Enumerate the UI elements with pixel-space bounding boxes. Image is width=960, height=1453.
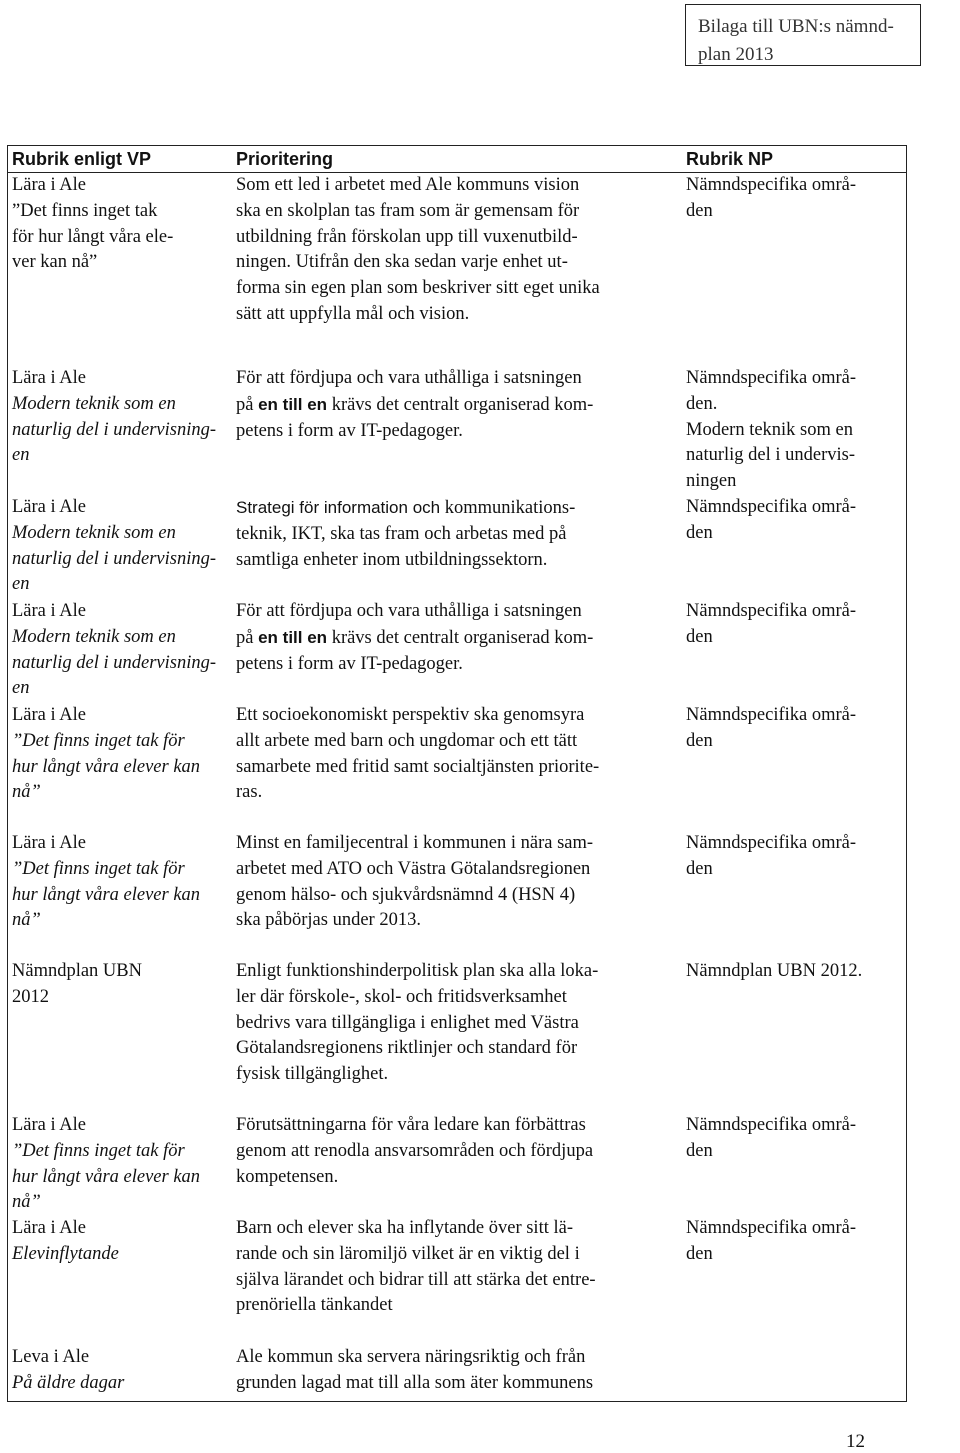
prio-line: Förutsättningarna för våra ledare kan förbättras — [236, 1115, 586, 1135]
vp-line: naturlig del i undervisning- — [12, 652, 216, 673]
prio-line: fysisk tillgänglighet. — [236, 1064, 389, 1085]
prio-line: sätt att uppfylla mål och vision. — [236, 303, 470, 324]
column-header-rubrik-vp: Rubrik enligt VP — [12, 148, 152, 169]
np-line: den — [686, 522, 713, 543]
np-line: Nämndspecifika områ- — [686, 497, 857, 517]
prio-line-inline — [236, 625, 685, 652]
table-row — [8, 1113, 906, 1216]
prio-line: teknik, IKT, ska tas fram och arbetas med på — [236, 523, 567, 544]
vp-line: Lära i Ale — [12, 601, 86, 621]
rubrik-np-cell — [685, 366, 906, 495]
np-line: Nämndspecifika områ- — [686, 175, 857, 195]
appendix-label-line-1: Bilaga till UBN:s nämnd- — [698, 16, 894, 37]
prio-line-inline — [236, 495, 685, 522]
prioritering-cell — [234, 366, 685, 495]
priorities-table — [7, 145, 907, 1402]
vp-line: hur långt våra elever kan — [12, 884, 201, 905]
vp-line: naturlig del i undervisning- — [12, 419, 216, 440]
prio-line: ska en skolplan tas fram som är gemensam för — [236, 200, 580, 221]
rubrik-np-cell — [685, 495, 906, 599]
vp-line: ”Det finns inget tak för — [12, 858, 185, 879]
prio-line: bedrivs vara tillgängliga i enlighet med Västra — [236, 1012, 579, 1033]
rubrik-vp-cell — [8, 1216, 234, 1345]
prio-line: rande och sin läromiljö vilket är en viktig del i — [236, 1243, 580, 1264]
prioritering-cell — [234, 1216, 685, 1345]
vp-line: ”Det finns inget tak för — [12, 1140, 185, 1161]
vp-line: Lära i Ale — [12, 175, 86, 195]
np-line: Modern teknik som en — [686, 419, 853, 440]
vp-line: Lära i Ale — [12, 1115, 86, 1135]
np-line: den — [686, 858, 713, 879]
prio-line: samtliga enheter inom utbildningssektorn. — [236, 549, 548, 570]
prioritering-cell — [234, 831, 685, 959]
page-number: 12 — [846, 1431, 865, 1452]
rubrik-np-cell — [685, 599, 906, 703]
prioritering-cell — [234, 703, 685, 831]
prio-emphasis: Strategi för information och — [236, 498, 441, 517]
prio-line: samarbete med fritid samt socialtjänsten priorite- — [236, 756, 600, 777]
rubrik-vp-cell — [8, 959, 234, 1113]
prio-fragment: kommunikations- — [444, 498, 576, 518]
np-line: den — [686, 1140, 713, 1161]
table-row — [8, 1216, 906, 1345]
prio-line: själva lärandet och bidrar till att stärka det entre- — [236, 1269, 596, 1290]
prioritering-cell — [234, 173, 685, 366]
vp-line: Lära i Ale — [12, 833, 86, 853]
vp-line: hur långt våra elever kan — [12, 1166, 201, 1187]
rubrik-vp-cell — [8, 831, 234, 959]
prio-line-inline — [236, 392, 685, 419]
vp-line: naturlig del i undervisning- — [12, 548, 216, 569]
rubrik-np-cell — [685, 831, 906, 959]
np-line: Nämndspecifika områ- — [686, 1115, 857, 1135]
prio-fragment: på — [236, 627, 254, 648]
prio-line: ska påbörjas under 2013. — [236, 910, 421, 931]
rubrik-np-cell — [685, 959, 906, 1113]
rubrik-np-cell — [685, 173, 906, 366]
np-line: den — [686, 200, 713, 221]
table-row — [8, 703, 906, 831]
prio-fragment: krävs det centralt organiserad kom- — [331, 627, 594, 648]
vp-line: Lära i Ale — [12, 497, 86, 517]
vp-line: en — [12, 678, 30, 699]
rubrik-vp-cell — [8, 1345, 234, 1401]
vp-line: 2012 — [12, 986, 49, 1007]
table-row — [8, 959, 906, 1113]
table-row — [8, 1345, 906, 1401]
prio-fragment: på — [236, 394, 254, 415]
prioritering-cell — [234, 959, 685, 1113]
np-line: Nämndspecifika områ- — [686, 601, 857, 621]
rubrik-np-cell — [685, 1345, 906, 1401]
rubrik-vp-cell — [8, 366, 234, 495]
vp-line: ver kan nå” — [12, 252, 98, 273]
table-body — [8, 173, 906, 1401]
vp-line: På äldre dagar — [12, 1372, 125, 1393]
rubrik-vp-cell — [8, 599, 234, 703]
table-row — [8, 495, 906, 599]
prio-line: petens i form av IT-pedagoger. — [236, 653, 463, 674]
vp-line: en — [12, 445, 30, 466]
table-row — [8, 173, 906, 366]
vp-line: nå” — [12, 782, 41, 803]
prio-fragment: krävs det centralt organiserad kom- — [331, 394, 594, 415]
vp-line: Modern teknik som en — [12, 522, 176, 543]
prio-line: ras. — [236, 782, 263, 803]
prio-line: Ale kommun ska servera näringsriktig och från — [236, 1347, 586, 1367]
vp-line: nå” — [12, 1192, 41, 1213]
vp-line: nå” — [12, 910, 41, 931]
prio-line: Enligt funktionshinderpolitisk plan ska alla loka- — [236, 961, 599, 981]
prio-line: För att fördjupa och vara uthålliga i satsningen — [236, 601, 582, 621]
vp-line: Modern teknik som en — [12, 393, 176, 414]
prioritering-cell — [234, 1113, 685, 1216]
np-line: Nämndspecifika områ- — [686, 705, 857, 725]
prioritering-cell — [234, 1345, 685, 1401]
prio-line: För att fördjupa och vara uthålliga i satsningen — [236, 368, 582, 388]
prio-line: genom hälso- och sjukvårdsnämnd 4 (HSN 4) — [236, 884, 576, 905]
vp-line: Lära i Ale — [12, 705, 86, 725]
prio-line: utbildning från förskolan upp till vuxenutbild- — [236, 226, 578, 247]
table-header-row — [8, 146, 906, 173]
vp-line: en — [12, 574, 30, 595]
vp-line: hur långt våra elever kan — [12, 756, 201, 777]
vp-line: Lära i Ale — [12, 368, 86, 388]
prioritering-cell — [234, 495, 685, 599]
prio-line: petens i form av IT-pedagoger. — [236, 420, 463, 441]
table-row — [8, 366, 906, 495]
rubrik-np-cell — [685, 1113, 906, 1216]
table-row — [8, 831, 906, 959]
appendix-label-box — [685, 4, 921, 66]
prio-line: Ett socioekonomiskt perspektiv ska genomsyra — [236, 705, 585, 725]
vp-line: Lära i Ale — [12, 1218, 86, 1238]
prio-line: Barn och elever ska ha inflytande över sitt lä- — [236, 1218, 573, 1238]
prio-emphasis: en till en — [258, 394, 328, 414]
appendix-label-line-2: plan 2013 — [698, 44, 774, 65]
vp-line: för hur långt våra ele- — [12, 226, 174, 247]
rubrik-vp-cell — [8, 495, 234, 599]
rubrik-vp-cell — [8, 703, 234, 831]
prio-line: ningen. Utifrån den ska sedan varje enhet ut- — [236, 252, 568, 273]
prio-emphasis: en till en — [258, 627, 328, 647]
vp-line: Nämndplan UBN — [12, 961, 142, 981]
rubrik-np-cell — [685, 703, 906, 831]
table-row — [8, 599, 906, 703]
prio-line: allt arbete med barn och ungdomar och ett tätt — [236, 730, 578, 751]
np-line: Nämndspecifika områ- — [686, 1218, 857, 1238]
rubrik-np-cell — [685, 1216, 906, 1345]
np-line: naturlig del i undervis- — [686, 445, 856, 466]
np-line: Nämndspecifika områ- — [686, 368, 857, 388]
prioritering-cell — [234, 599, 685, 703]
prio-line: arbetet med ATO och Västra Götalandsregionen — [236, 858, 591, 879]
np-line: den — [686, 1243, 713, 1264]
column-header-prioritering: Prioritering — [236, 148, 334, 169]
column-header-rubrik-np: Rubrik NP — [686, 148, 774, 169]
np-line: Nämndspecifika områ- — [686, 833, 857, 853]
vp-line: Leva i Ale — [12, 1347, 90, 1367]
vp-line: ”Det finns inget tak — [12, 200, 158, 221]
prio-line: grunden lagad mat till alla som äter kommunens — [236, 1372, 594, 1393]
prio-line: Minst en familjecentral i kommunen i nära sam- — [236, 833, 594, 853]
np-line: den — [686, 730, 713, 751]
vp-line: Elevinflytande — [12, 1243, 119, 1264]
np-line: Nämndplan UBN 2012. — [686, 961, 863, 981]
prio-line: Som ett led i arbetet med Ale kommuns vision — [236, 175, 580, 195]
np-line: ningen — [686, 471, 737, 492]
np-line: den. — [686, 393, 718, 414]
rubrik-vp-cell — [8, 1113, 234, 1216]
prio-line: kompetensen. — [236, 1166, 339, 1187]
prio-line: prenöriella tänkandet — [236, 1295, 393, 1316]
vp-line: Modern teknik som en — [12, 626, 176, 647]
rubrik-vp-cell — [8, 173, 234, 366]
prio-line: ler där förskole-, skol- och fritidsverksamhet — [236, 986, 567, 1007]
vp-line: ”Det finns inget tak för — [12, 730, 185, 751]
prio-line: forma sin egen plan som beskriver sitt eget unika — [236, 278, 600, 299]
prio-line: Götalandsregionens riktlinjer och standard för — [236, 1038, 578, 1059]
np-line: den — [686, 626, 713, 647]
prio-line: genom att renodla ansvarsområden och fördjupa — [236, 1140, 594, 1161]
